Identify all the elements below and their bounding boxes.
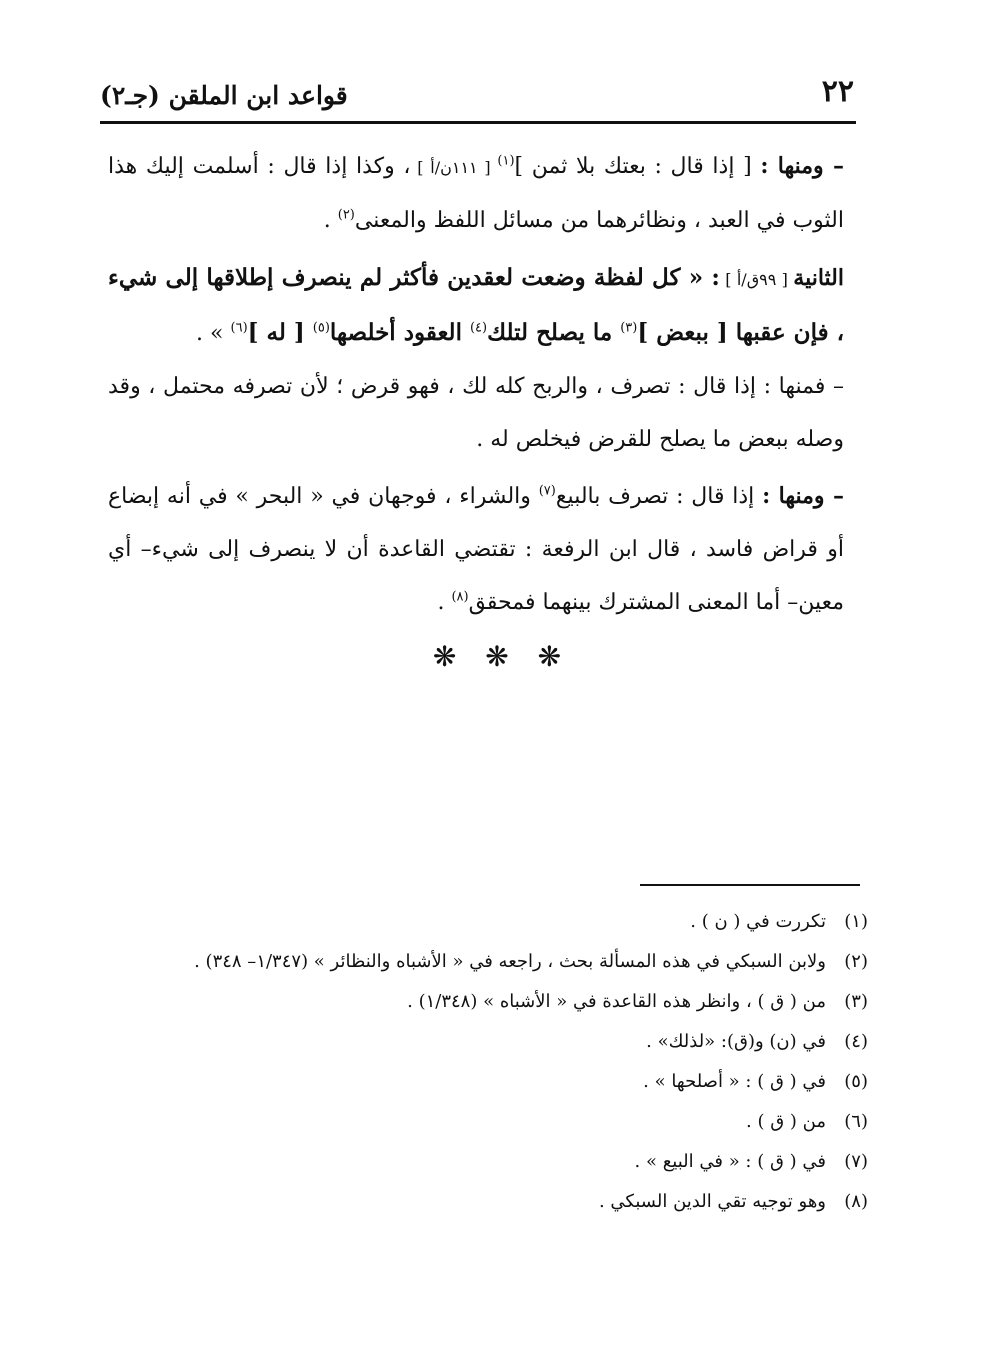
footnote-text: من ( ق ) ، وانظر هذه القاعدة في « الأشباه » (١/٣٤٨) . [407,991,826,1012]
rule-text: : « كل لفظة وضعت لعقدين فأكثر لم ينصرف إطلاقها إلى شيء ، فإن عقبها [ ببعض ] [108,264,844,346]
book-title: قواعد ابن الملقن (جـ٢) [100,81,348,110]
footnote-ref[interactable]: (٨) [451,589,469,605]
section-separator: ❋ ❋ ❋ [432,640,572,673]
footnote-ref[interactable]: (٤) [469,320,488,336]
footnote-text: في ( ق ) : « أصلحها » . [643,1071,826,1092]
main-text [108,140,844,629]
running-head [100,72,854,124]
footnote-number: (٧) [844,1151,868,1172]
footnote-item [108,942,868,982]
paragraph-4 [108,470,844,629]
footnote-text: من ( ق ) . [746,1111,826,1132]
footnote-ref[interactable]: (٥) [312,320,330,336]
footnote-text: ولابن السبكي في هذه المسألة بحث ، راجعه في « الأشباه والنظائر » (١/٣٤٧– ٣٤٨) . [194,951,826,972]
footnotes [108,902,868,1222]
footnote-item [108,1022,868,1062]
lead-text: – ومنها : [760,153,845,179]
header-rule [100,121,856,124]
lead-text: – ومنها : [762,483,844,509]
footnote-item [108,1102,868,1142]
text-span: [ إذا قال : بعتك بلا ثمن ] [514,154,761,179]
footnote-rule [640,884,860,886]
text-span: – فمنها : إذا قال : تصرف ، والربح كله لك ، فهو قرض ؛ لأن تصرفه محتمل ، وقد وصله ببعض ما يصلح للقرض فيخلص له . [108,374,844,452]
footnote-text: في ( ق ) : « في البيع » . [634,1151,826,1172]
footnote-text: وهو توجيه تقي الدين السبكي . [598,1191,826,1212]
footnote-number: (٤) [844,1031,868,1052]
footnote-number: (٣) [844,991,868,1012]
paragraph-3 [108,360,844,466]
footnote-ref[interactable]: (٧) [538,483,556,499]
footnote-item [108,1182,868,1222]
footnote-text: تكررت في ( ن ) . [690,911,826,932]
footnote-number: (١) [844,911,868,932]
footnote-number: (٨) [844,1191,868,1212]
text-span: إذا قال : تصرف بالبيع [555,484,763,509]
text-span: . [437,590,452,615]
footnote-ref[interactable]: (٢) [337,207,355,223]
footnote-number: (٦) [844,1111,868,1132]
rule-text: [ له ] [247,319,313,346]
page-number: ٢٢ [821,74,854,109]
footnote-ref[interactable]: (٦) [230,320,248,336]
rule-text: ما يصلح لتلك [487,319,621,346]
text-span: والشراء ، فوجهان في « البحر » في أنه إبضاع أو قراض فاسد ، قال ابن الرفعة : تقتضي القاعدة أن لا ينصرف إلى شيء– أي معين– أما المعنى المشترك بينهما فمحقق [108,484,844,615]
footnote-number: (٢) [844,951,868,972]
text-span: » . [196,321,231,346]
footnote-text: في (ن) و(ق): «لذلك» . [646,1031,826,1052]
manuscript-folio: [ ٩٩ق/أ ] [719,270,794,289]
paragraph-2 [108,251,844,360]
text-span: ، وكذا إذا قال : أسلمت إليك هذا الثوب في العبد ، ونظائرهما من مسائل اللفظ والمعنى [108,154,844,233]
rule-heading: الثانية [793,265,844,291]
footnote-number: (٥) [844,1071,868,1092]
rule-text: العقود أخلصها [329,319,470,346]
paragraph-1 [108,140,844,247]
footnote-ref[interactable]: (١) [497,153,515,169]
footnote-item [108,902,868,942]
footnote-item [108,1062,868,1102]
text-span: . [323,208,338,233]
footnote-ref[interactable]: (٣) [620,320,638,336]
footnote-item [108,982,868,1022]
manuscript-folio: [ ١١١ن/أ ] [410,158,498,177]
footnote-item [108,1142,868,1182]
